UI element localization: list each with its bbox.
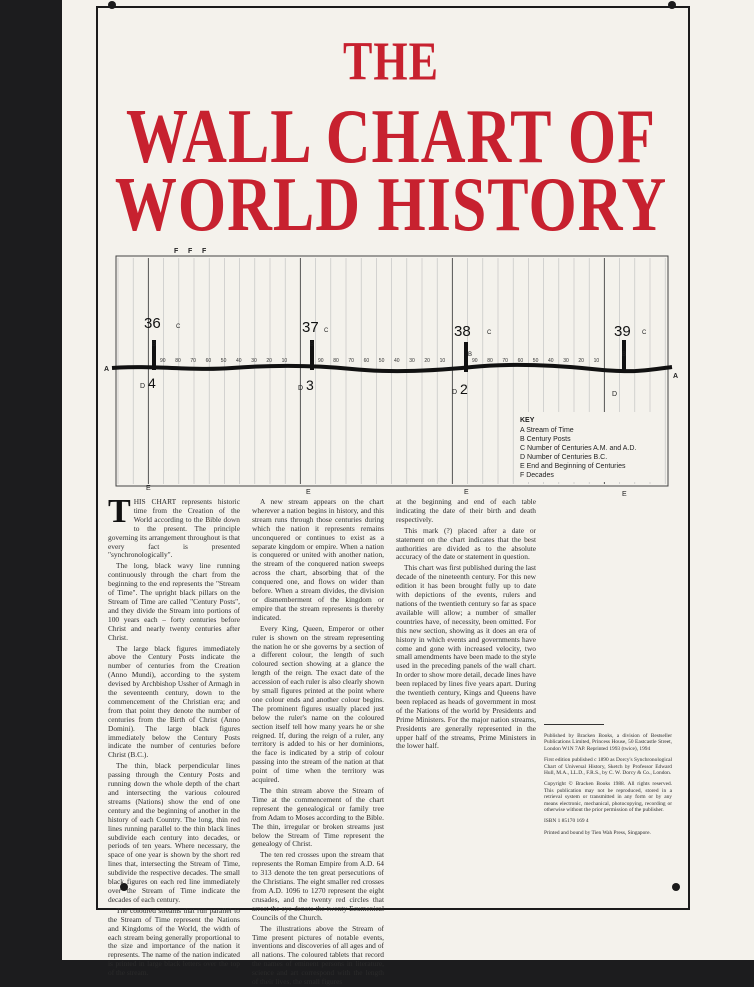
drop-cap: T xyxy=(108,493,131,530)
decade-tick-label: 60 xyxy=(517,358,524,364)
decade-letter-f: F xyxy=(174,248,179,255)
century-letter-b: B xyxy=(310,342,315,348)
key-item: C Number of Centuries A.M. and A.D. xyxy=(520,445,637,452)
bc-century-2: 2 xyxy=(460,381,468,397)
century-number-39: 39 xyxy=(614,323,631,340)
text-column-2 xyxy=(252,497,384,987)
century-letter-b: B xyxy=(152,342,157,348)
decade-tick-label: 90 xyxy=(472,358,478,364)
key-title: KEY xyxy=(520,417,535,424)
paragraph: The long, black wavy line running continuously through the chart from the beginning to the end represents the "Stream of Time". The upright black pillars on the Stream of Time are called "Century Posts", and they divide the Stream into portions of 100 years each – forty centuries before Christ and nearly twenty centuries after Christ. xyxy=(108,561,240,642)
publisher-column xyxy=(544,498,672,890)
isbn: ISBN 1 85170 169 4 xyxy=(544,818,589,825)
decade-tick-label: 50 xyxy=(220,358,227,364)
century-letter-c: C xyxy=(324,328,329,334)
decade-tick-label: 30 xyxy=(251,358,257,364)
century-letter-c: C xyxy=(487,330,492,336)
decade-tick-label: 70 xyxy=(348,358,354,364)
century-letter-c: C xyxy=(642,330,647,336)
explanatory-text xyxy=(108,493,673,987)
publisher-note: Published by Bracken Books, a division of Bestseller Publications Limited, Princess House, 50 Eastcastle Street, London W1N 7AP. Reprinted 1993 (twice), 1994 xyxy=(544,733,672,752)
paragraph: HIS CHART represents historic time from the Creation of the World according to the Bible down to the present. The principle governing its arrangement throughout is that every fact is presented "synchronologically". xyxy=(108,497,240,560)
decade-tick-label: 40 xyxy=(236,358,242,364)
printer-note: Printed and bound by Tien Wah Press, Singapore. xyxy=(544,829,651,836)
century-number-37: 37 xyxy=(302,319,319,336)
decade-tick-label: 30 xyxy=(563,358,569,364)
paragraph: The thin, black perpendicular lines passing through the Century Posts and running down the whole depth of the chart and intersecting the various coloured streams (Nations) show the end of one century and the beginning of another in the history of each Country. The long, thin red lines running parallel to the thin black lines subdivide each century into decades, or periods of ten years. Where necessary, the space of one year is shown by the short red lines that, intersecting the Stream of Time, subdivide the respective decades. The small black figures on each red line immediately over the Stream of Time indicate the decades of each century. xyxy=(108,761,240,904)
century-letter-b: B xyxy=(468,352,473,358)
century-letter-d: D xyxy=(140,383,146,390)
paragraph: This chart was first published during the last decade of the nineteenth century. For this new edition it has been brought fully up to date with depictions of the events, rulers and nations of the twentieth century so far as space available will allow; a number of smaller countries have, of necessity, been omitted. For this new section, showing as it does an era of history in which events and governments have come and gone with increased velocity, two small amendments have been made to the style used in the preceding panels of the wall chart. In order to show more detail, decade lines have been replaced by lines five years apart. During the twentieth century, Kings and Queens have been replaced as heads of government in most of the Nations of the world by Presidents and Prime Ministers. For the major nation streams, Presidents are generally represented in the upper half of the streams, Prime Ministers in the lower half. xyxy=(396,563,536,751)
decade-tick-label: 80 xyxy=(333,358,339,364)
decade-tick-label: 50 xyxy=(378,358,385,364)
century-number-38: 38 xyxy=(454,323,471,340)
decade-tick-labels xyxy=(160,358,599,364)
decade-tick-label: 10 xyxy=(281,358,288,364)
bc-century-4: 4 xyxy=(148,375,156,391)
copyright-note: Copyright © Bracken Books 1988. All rights reserved. This publication may not be reproduced, stored in a retrieval system or transmitted in any form or by any means electronic, mechanical, photocopying, recording or otherwise without the prior permission of the publisher. xyxy=(544,781,672,814)
paragraph: This mark (?) placed after a date or statement on the chart indicates that the best authorities are divided as to the absolute accuracy of the date or statement in question. xyxy=(396,525,536,562)
decade-tick-label: 60 xyxy=(363,358,370,364)
century-letter-d: D xyxy=(298,385,304,392)
decade-tick-label: 20 xyxy=(424,358,430,364)
decade-tick-label: 20 xyxy=(266,358,272,364)
decade-tick-label: 20 xyxy=(578,358,584,364)
century-letter-e: E xyxy=(622,491,627,498)
decade-tick-label: 10 xyxy=(593,358,600,364)
century-number-36: 36 xyxy=(144,315,161,332)
decade-tick-label: 60 xyxy=(205,358,212,364)
title-line-2: WALL CHART OF xyxy=(126,94,656,180)
century-letter-e: E xyxy=(464,489,469,496)
paragraph: Every King, Queen, Emperor or other ruler is shown on the stream representing the nation he or she governs by a section of a different colour, the length of such coloured section showing at a glance the length of the reign. The exact date of the accession of each ruler is also clearly shown by small figures printed at the point where one colour ends and another colour begins. The prominent figures usually placed just below the ruler's name on the coloured section itself tell how many years he or she reigned. If, during the reign of a ruler, any territory is added to his or her dominions, the face is indicated by a strip of colour passing into the stream of the nation at that point of time when the territory was acquired. xyxy=(252,623,384,785)
century-letter-d: D xyxy=(612,391,618,398)
corner-rivet-icon xyxy=(672,883,680,891)
decade-tick-label: 80 xyxy=(175,358,181,364)
decade-tick-label: 10 xyxy=(439,358,446,364)
century-letter-d: D xyxy=(452,389,458,396)
key-item: A Stream of Time xyxy=(520,427,574,434)
paragraph: The coloured streams that run parallel to the Stream of Time represent the Nations and Kingdoms of the World, the width of each stream being generally proportional to the size and importance of the nation it represents. The name of the nation indicated is printed in large black letters over the top of the stream. xyxy=(108,905,240,978)
century-letter-c: C xyxy=(176,324,181,330)
decade-tick-label: 80 xyxy=(487,358,493,364)
text-column-1 xyxy=(108,493,240,978)
stream-label-a-right: A xyxy=(673,373,679,380)
paragraph: The illustrations above the Stream of Time present pictures of notable events, inventions and discoveries of all ages and of all nations. The coloured tablets that record the names of eminent persons in literature, science and art correspond with the length of their lives, the small figures xyxy=(252,923,384,987)
key-item: B Century Posts xyxy=(520,436,571,443)
stream-label-a-left: A xyxy=(104,366,110,373)
century-letter-b: B xyxy=(622,352,627,358)
paragraph: at the beginning and end of each table indicating the date of their birth and death respectively. xyxy=(396,497,536,524)
century-letter-e: E xyxy=(306,489,311,496)
stream-of-time-line xyxy=(112,365,672,371)
century-letter-e: E xyxy=(146,485,151,492)
decade-letter-f: F xyxy=(202,248,207,255)
divider xyxy=(544,724,604,725)
paragraph: The thin stream above the Stream of Time at the commencement of the chart represent the genealogical or family tree from Adam to Moses according to the Bible. The thin, irregular or broken streams just below the Stream of Time represent the genealogy of Christ. xyxy=(252,786,384,849)
decade-tick-label: 30 xyxy=(409,358,415,364)
title-line-3: WORLD HISTORY xyxy=(114,162,668,248)
decade-tick-label: 90 xyxy=(160,358,166,364)
key-item: D Number of Centuries B.C. xyxy=(520,454,608,461)
key-item: F Decades xyxy=(520,472,554,479)
edition-note: First edition published c 1890 as Dorcy's Synchronological Chart of Universal History, Sketch by Professor Edward Hull, M.A., LL.D., F.R.S., by C. W. Dorcy & Co., London. xyxy=(544,757,672,777)
stream-of-time-chart xyxy=(104,248,679,498)
title-line-1: THE xyxy=(343,30,439,93)
paragraph: The ten red crosses upon the stream that represents the Roman Empire from A.D. 64 to 313 denote the ten great persecutions of the Christians. The eight smaller red crosses from A.D. 1096 to 1270 represent the eight crusades, and the twenty red circles that arrest the eye denote the twenty Ecumenical Councils of the Church. xyxy=(252,850,384,922)
bc-century-3: 3 xyxy=(306,377,314,393)
decade-tick-label: 70 xyxy=(502,358,508,364)
key-item: E End and Beginning of Centuries xyxy=(520,463,626,470)
corner-rivet-icon xyxy=(668,1,676,9)
decade-letter-f: F xyxy=(188,248,193,255)
decade-tick-label: 40 xyxy=(548,358,554,364)
corner-rivet-icon xyxy=(108,1,116,9)
paragraph: The large black figures immediately above the Century Posts indicate the number of centuries from the Creation (Anno Mundi), according to the system devised by Archbishop Ussher of Armagh in the seventeenth century, down to the commencement of the Christian era; and from that point they denote the number of centuries from the Birth of Christ (Anno Domini). The large black figures immediately below the Century Posts indicate the number of centuries before Christ (B.C.). xyxy=(108,643,240,760)
decade-tick-label: 40 xyxy=(394,358,400,364)
text-column-3 xyxy=(396,498,536,890)
decade-tick-label: 90 xyxy=(318,358,324,364)
column-spacer xyxy=(544,498,672,716)
decade-tick-label: 70 xyxy=(190,358,196,364)
decade-tick-label: 50 xyxy=(532,358,539,364)
paragraph: A new stream appears on the chart wherever a nation begins in history, and this stream runs through those centuries during which the nation it represents remains unconquered or continues to exist as a separate kingdom or empire. When a nation is conquered or united with another nation, the stream of the conquered nation sweeps across the chart, absorbing that of the conquered one, and flows on wider than before. When a stream divides, the division or dismemberment of the kingdom or empire that the stream represents is thereby indicated. xyxy=(252,497,384,622)
